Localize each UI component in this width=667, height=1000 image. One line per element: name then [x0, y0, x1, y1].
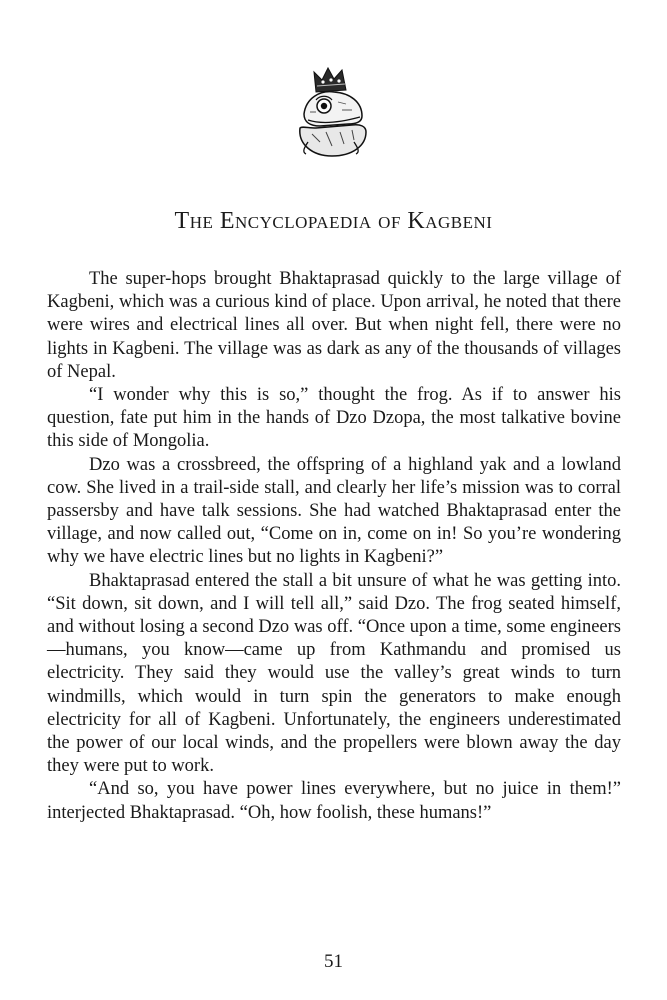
page-number: 51	[324, 951, 343, 972]
paragraph: Dzo was a crossbreed, the offspring of a highland yak and a lowland cow. She lived in a trail-side stall, and clearly her life’s mission was to corral passersby and have talk sessions. She had watched Bhaktaprasad enter the village, and now called out, “Come on in, come on in! So you’re wondering why we have electric lines but no lights in Kagbeni?”	[47, 454, 621, 568]
paragraph: Bhaktaprasad entered the stall a bit unsure of what he was getting into. “Sit down, sit down, and I will tell all,” said Dzo. The frog seated himself, and without losing a second Dzo was off. “Once upon a time, some engineers—humans, you know—came up from Kathmandu and promised us electricity. They said they would use the valley’s great winds to turn windmills, which would in turn spin the generators to make enough electricity for all of Kagbeni. Unfortunately, the engineers underestimated the power of our local winds, and the propellers were blown away the day they were put to work.	[47, 570, 621, 777]
chapter-title: The Encyclopaedia of Kagbeni	[174, 208, 493, 234]
paragraph: “I wonder why this is so,” thought the frog. As if to answer his question, fate put him in the hands of Dzo Dzopa, the most talkative bovine this side of Mongolia.	[47, 385, 621, 452]
paragraph: “And so, you have power lines everywhere, but no juice in them!” interjected Bhaktaprasad. “Oh, how foolish, these humans!”	[47, 779, 621, 823]
paragraph: The super-hops brought Bhaktaprasad quickly to the large village of Kagbeni, which was a curious kind of place. Upon arrival, he noted that there were wires and electrical lines all over. But when night fell, there were no lights in Kagbeni. The village was as dark as any of the thousands of villages of Nepal.	[47, 269, 621, 382]
chapter-body	[47, 268, 621, 825]
frog-crown-icon	[290, 62, 374, 158]
